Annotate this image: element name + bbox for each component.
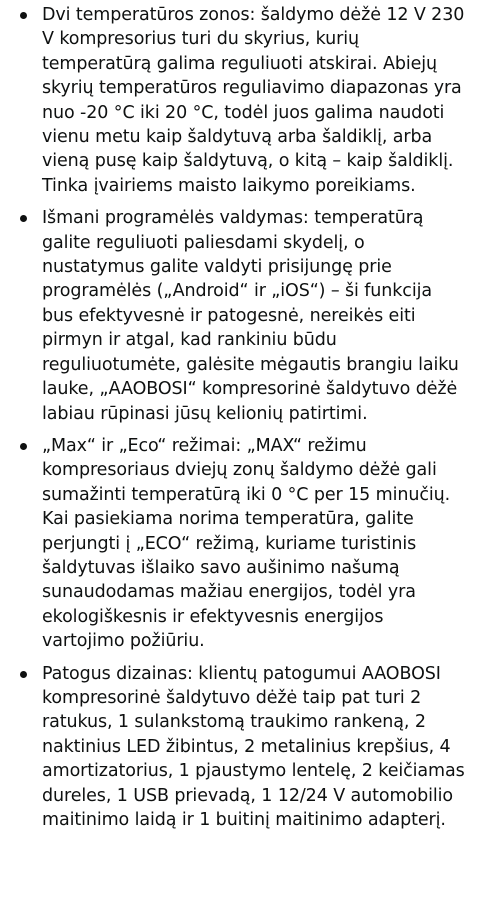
feature-bullet-dual-zone	[18, 3, 465, 198]
feature-bullet-app-control	[18, 206, 465, 426]
feature-bullet-text: Patogus dizainas: klientų patogumui AAOBOSI kompresorinė šaldytuvo dėžė taip pat turi 2 ratukus, 1 sulankstomą traukimo rankeną, 2 naktinius LED žibintus, 2 metalinius krepšius, 4 amortizatorius, 1 pjaustymo lentelę, 2 keičiamas dureles, 1 USB prievadą, 1 12/24 V automobilio maitinimo laidą ir 1 buitinį maitinimo adapterį.	[42, 663, 465, 830]
bullet-dot-icon	[20, 12, 27, 19]
feature-bullet-list	[18, 3, 465, 832]
bullet-dot-icon	[20, 671, 27, 678]
feature-bullet-design	[18, 662, 465, 833]
feature-bullet-text: Dvi temperatūros zonos: šaldymo dėžė 12 V 230 V kompresorius turi du skyrius, kurių temperatūrą galima reguliuoti atskirai. Abiejų skyrių temperatūros reguliavimo diapazonas yra nuo -20 °C iki 20 °C, todėl juos galima naudoti vienu metu kaip šaldytuvą arba šaldiklį, arba vieną pusę kaip šaldytuvą, o kitą – kaip šaldiklį. Tinka įvairiems maisto laikymo poreikiams.	[42, 5, 465, 196]
feature-bullet-text: Išmani programėlės valdymas: temperatūrą galite reguliuoti paliesdami skydelį, o nustatymus galite valdyti prisijungę prie programėlės („Android“ ir „iOS“) – ši funkcija bus efektyvesnė ir patogesnė, nereikės eiti pirmyn ir atgal, kad rankiniu būdu reguliuotumėte, galėsite mėgautis brangiu laiku lauke, „AAOBOSI“ kompresorinė šaldytuvo dėžė labiau rūpinasi jūsų kelionių patirtimi.	[42, 208, 459, 424]
feature-bullet-text: „Max“ ir „Eco“ režimai: „MAX“ režimu kompresoriaus dviejų zonų šaldymo dėžė gali sumažinti temperatūrą iki 0 °C per 15 minučių. Kai pasiekiama norima temperatūra, galite perjungti į „ECO“ režimą, kuriame turistinis šaldytuvas išlaiko savo aušinimo našumą sunaudodamas mažiau energijos, todėl yra ekologiškesnis ir efektyvesnis energijos vartojimo požiūriu.	[42, 435, 451, 652]
bullet-dot-icon	[20, 215, 27, 222]
feature-bullet-modes	[18, 434, 465, 654]
bullet-dot-icon	[20, 443, 27, 450]
